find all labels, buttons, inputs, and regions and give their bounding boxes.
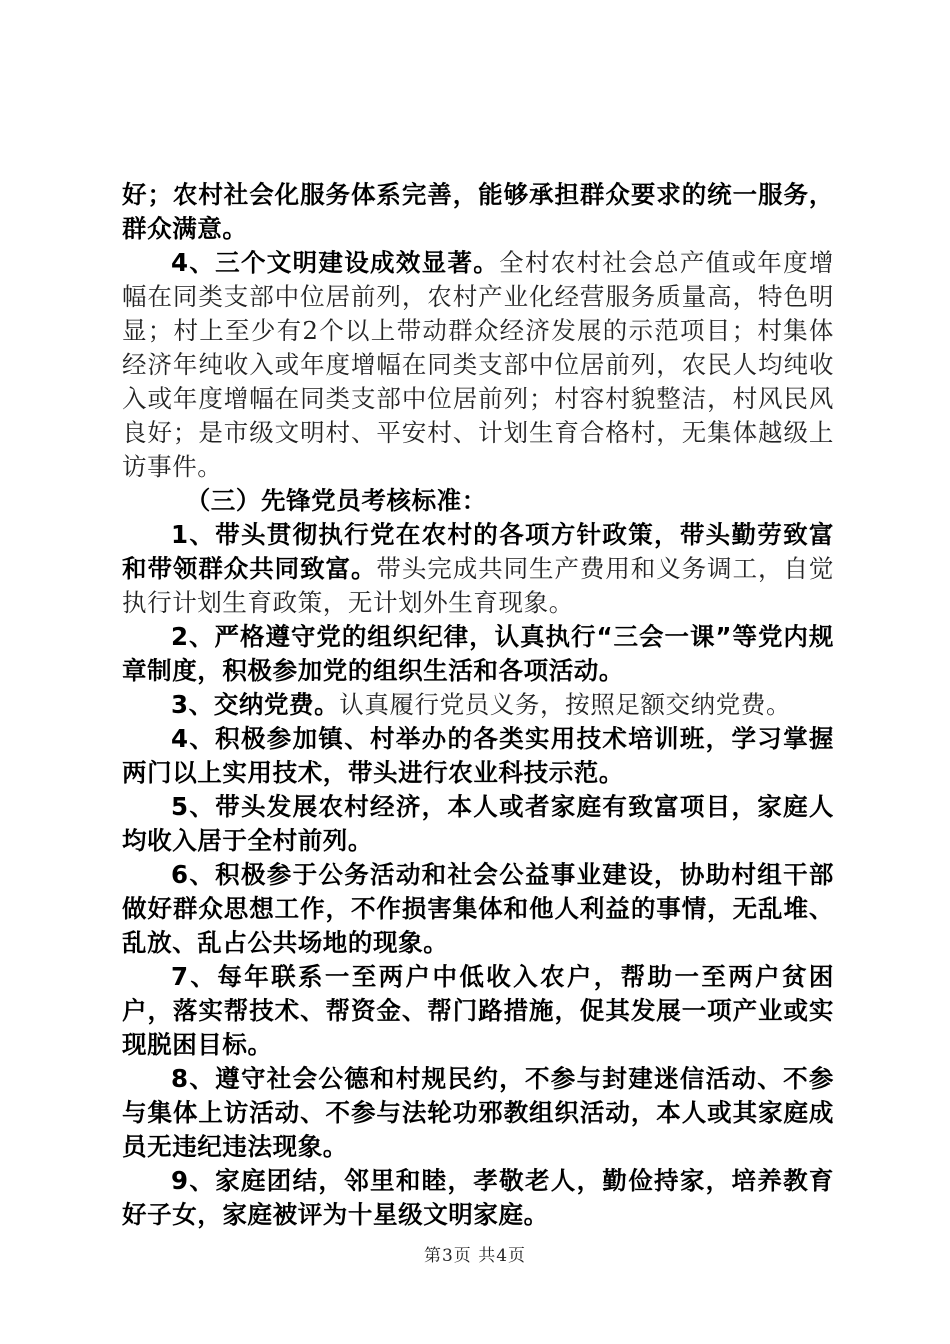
section-heading-pioneer-standards [122, 484, 834, 518]
paragraph-item-6 [122, 858, 834, 960]
paragraph-bold-text: 好；农村社会化服务体系完善，能够承担群众要求的统一服务，群众满意。 [122, 180, 834, 243]
page-number-footer: 第3页 共4页 [423, 1246, 527, 1266]
paragraph-item-4-civilization [122, 246, 834, 484]
paragraph-item-3 [122, 688, 834, 722]
paragraph-bold-text: 3、交纳党费。 [171, 690, 340, 719]
paragraph-item-4 [122, 722, 834, 790]
section-heading-text: （三）先锋党员考核标准： [185, 486, 487, 515]
paragraph-item-1 [122, 518, 834, 620]
paragraph-bold-text: 9、家庭团结，邻里和睦，孝敬老人，勤俭持家，培养教育好子女，家庭被评为十星级文明家庭。 [122, 1166, 834, 1229]
paragraph-continuation [122, 178, 834, 246]
paragraph-bold-text: 7、每年联系一至两户中低收入农户，帮助一至两户贫困户，落实帮技术、帮资金、帮门路措施，促其发展一项产业或实现脱困目标。 [122, 962, 834, 1059]
paragraph-normal-text: 带头完成共同生产费用和义务调工，自觉执行计划生育政策，无计划外生育现象。 [122, 554, 834, 617]
paragraph-bold-text: 2、严格遵守党的组织纪律，认真执行“三会一课”等党内规章制度，积极参加党的组织生活和各项活动。 [122, 622, 834, 685]
paragraph-item-5 [122, 790, 834, 858]
document-body [122, 178, 834, 1232]
paragraph-bold-text: 1、带头贯彻执行党在农村的各项方针政策，带头勤劳致富和带领群众共同致富。 [122, 520, 834, 583]
paragraph-normal-text: 认真履行党员义务，按照足额交纳党费。 [339, 690, 792, 719]
paragraph-item-8 [122, 1062, 834, 1164]
paragraph-item-7 [122, 960, 834, 1062]
paragraph-normal-text: 全村农村社会总产值或年度增幅在同类支部中位居前列，农村产业化经营服务质量高，特色明显；村上至少有2个以上带动群众经济发展的示范项目；村集体经济年纯收入或年度增幅在同类支部中位居前列，农民人均纯收入或年度增幅在同类支部中位居前列；村容村貌整洁，村风民风良好；是市级文明村、平安村、计划生育合格村，无集体越级上访事件。 [122, 248, 834, 481]
paragraph-item-2 [122, 620, 834, 688]
paragraph-bold-text: 8、遵守社会公德和村规民约，不参与封建迷信活动、不参与集体上访活动、不参与法轮功邪教组织活动，本人或其家庭成员无违纪违法现象。 [122, 1064, 834, 1161]
paragraph-bold-text: 4、积极参加镇、村举办的各类实用技术培训班，学习掌握两门以上实用技术，带头进行农业科技示范。 [122, 724, 834, 787]
paragraph-bold-text: 6、积极参于公务活动和社会公益事业建设，协助村组干部做好群众思想工作，不作损害集体和他人利益的事情，无乱堆、乱放、乱占公共场地的现象。 [122, 860, 834, 957]
paragraph-bold-text: 4、三个文明建设成效显著。 [171, 248, 500, 277]
paragraph-bold-text: 5、带头发展农村经济，本人或者家庭有致富项目，家庭人均收入居于全村前列。 [122, 792, 834, 855]
paragraph-item-9 [122, 1164, 834, 1232]
